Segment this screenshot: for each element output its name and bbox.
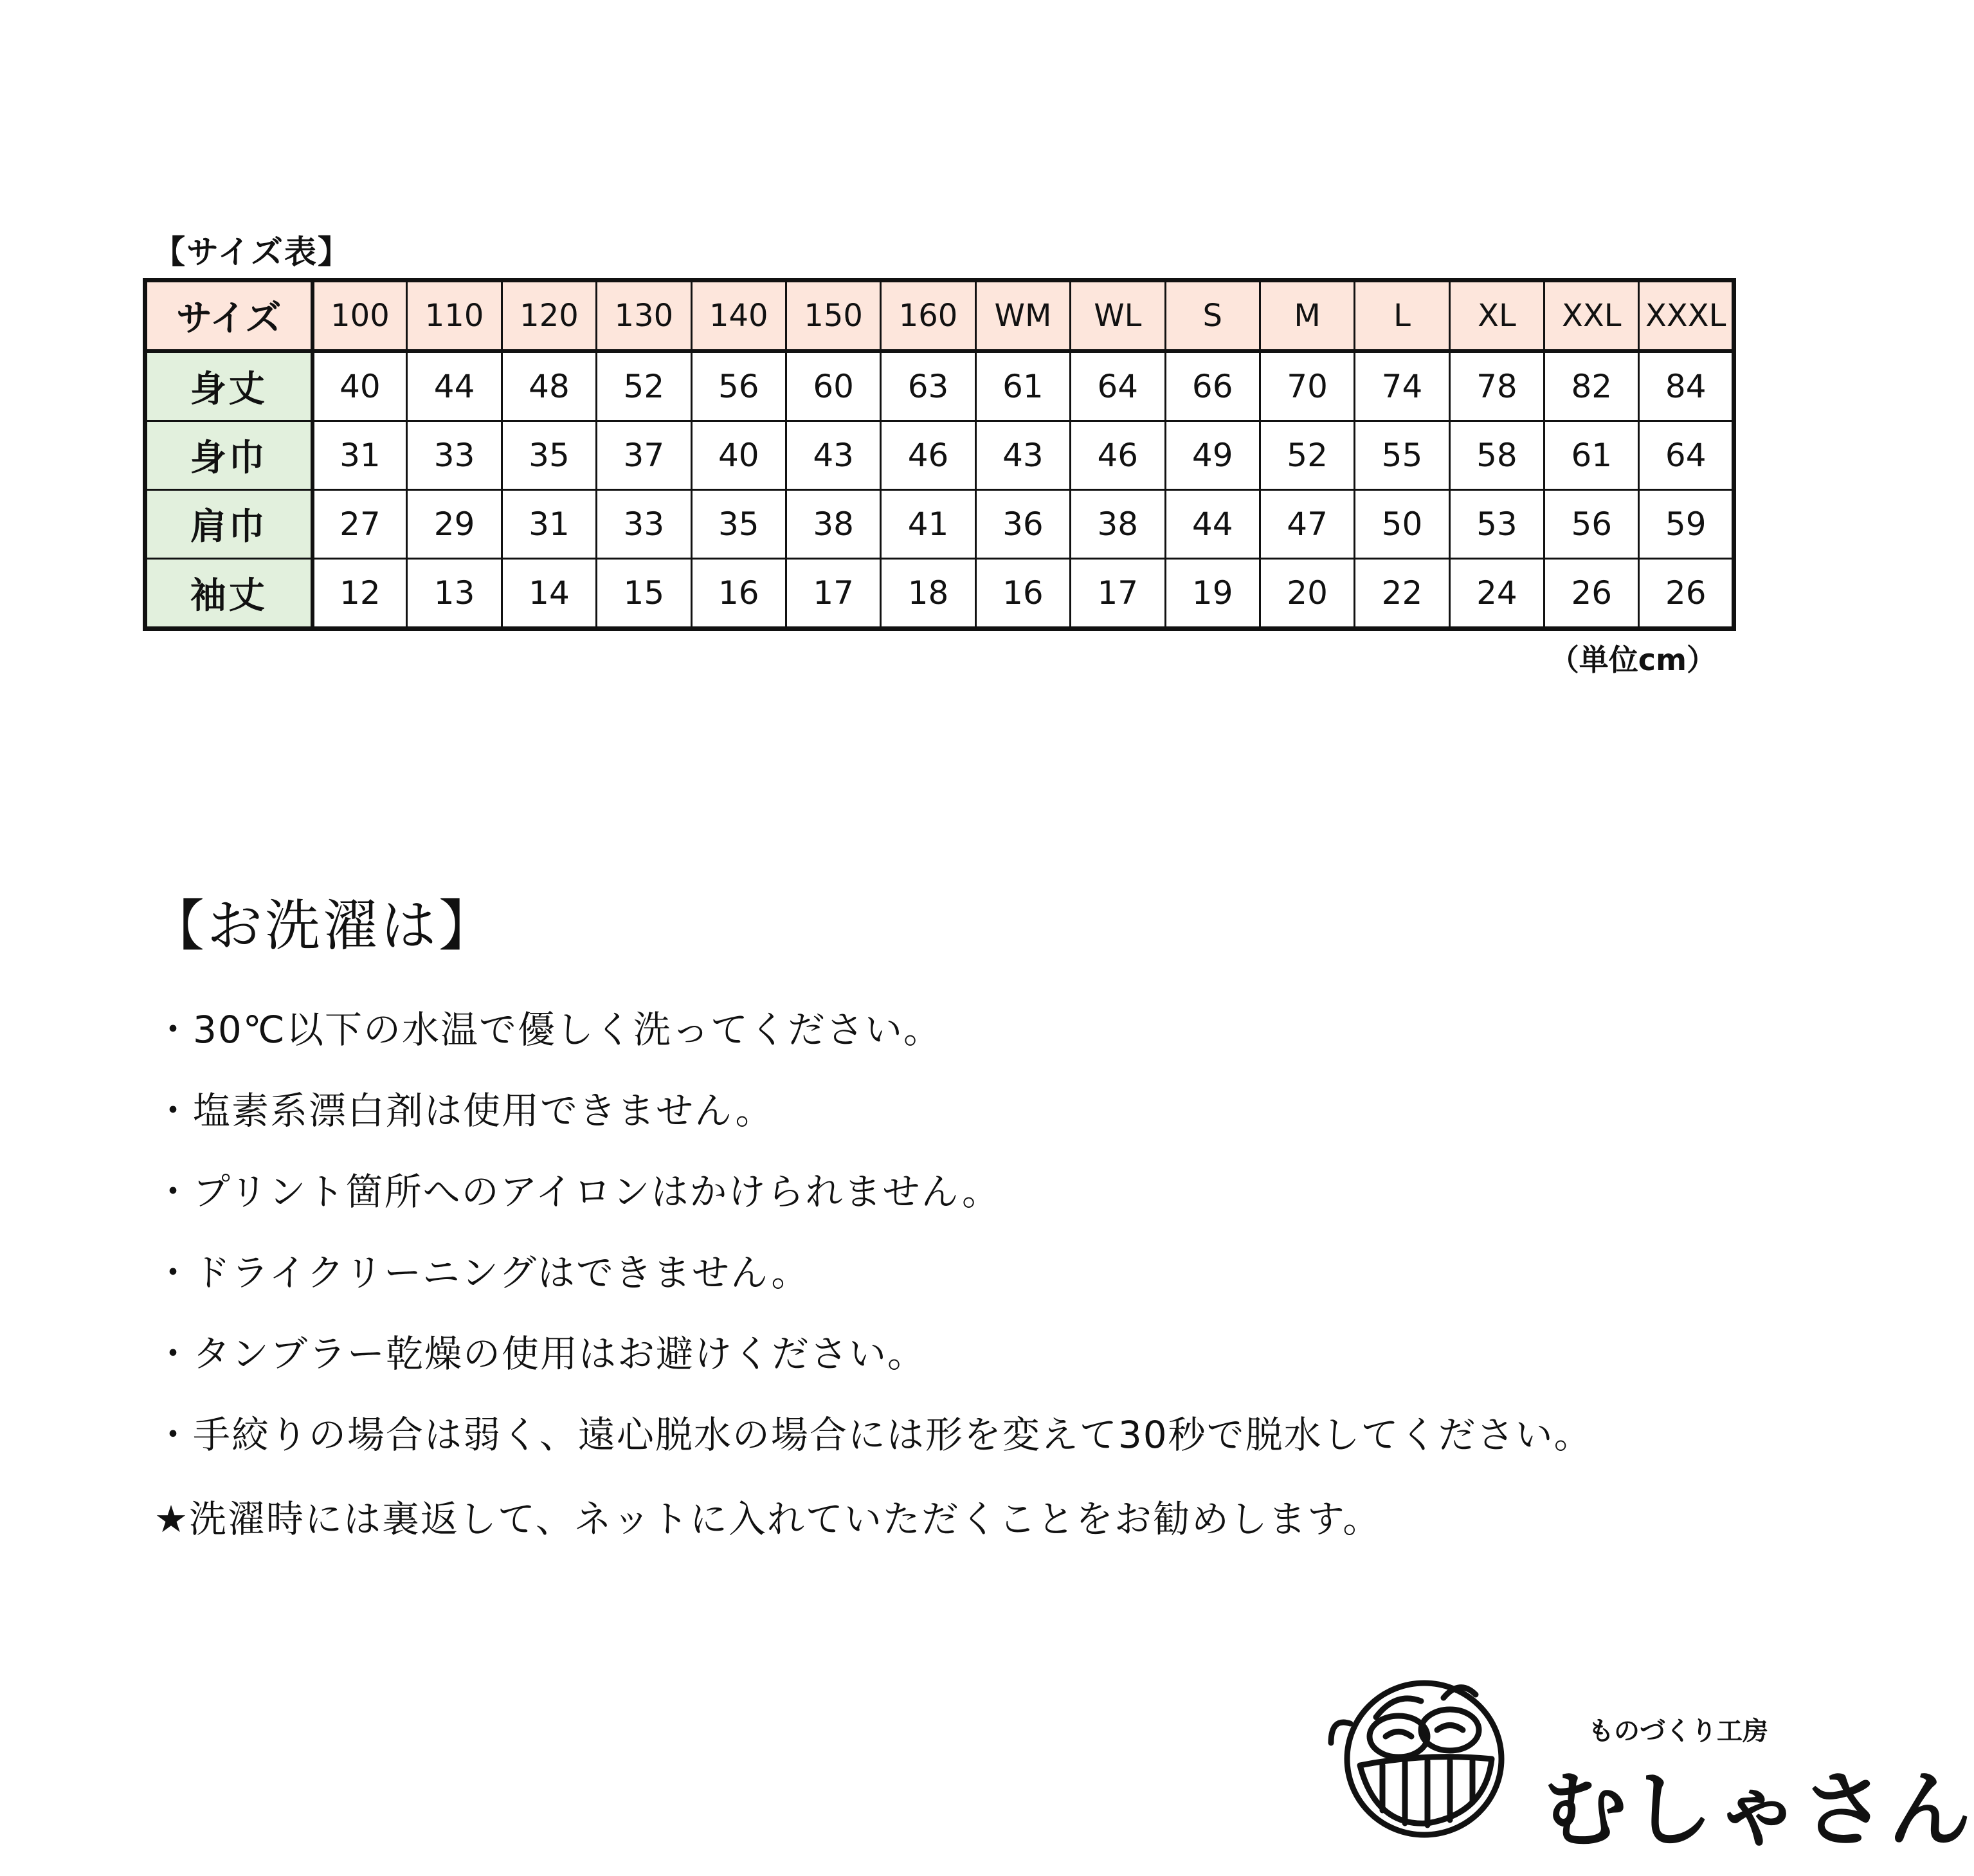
size-cell: 61 [975, 351, 1070, 421]
size-cell: 52 [1260, 421, 1354, 490]
size-cell: 70 [1260, 351, 1354, 421]
size-row-label: 肩巾 [145, 490, 312, 559]
size-row [145, 351, 1734, 421]
size-cell: 38 [786, 490, 880, 559]
size-cell: 27 [312, 490, 407, 559]
size-row [145, 490, 1734, 559]
size-cell: 40 [312, 351, 407, 421]
size-cell: 24 [1449, 559, 1544, 629]
size-cell: 29 [407, 490, 502, 559]
size-header-cell: S [1165, 280, 1260, 352]
size-cell: 58 [1449, 421, 1544, 490]
size-cell: 50 [1355, 490, 1449, 559]
size-cell: 43 [786, 421, 880, 490]
size-cell: 33 [597, 490, 691, 559]
washing-item: ・ドライクリーニングはできません。 [154, 1251, 810, 1295]
size-cell: 38 [1071, 490, 1165, 559]
size-row [145, 421, 1734, 490]
size-cell: 16 [975, 559, 1070, 629]
size-header-cell: 160 [881, 280, 975, 352]
size-header-label: サイズ [145, 280, 312, 352]
size-cell: 44 [1165, 490, 1260, 559]
size-header-cell: 100 [312, 280, 407, 352]
size-cell: 40 [691, 421, 786, 490]
size-cell: 37 [597, 421, 691, 490]
size-cell: 20 [1260, 559, 1354, 629]
size-cell: 46 [881, 421, 975, 490]
size-cell: 59 [1639, 490, 1734, 559]
size-cell: 12 [312, 559, 407, 629]
size-cell: 41 [881, 490, 975, 559]
size-cell: 26 [1544, 559, 1639, 629]
size-header-cell: L [1355, 280, 1449, 352]
size-cell: 33 [407, 421, 502, 490]
size-cell: 82 [1544, 351, 1639, 421]
size-cell: 78 [1449, 351, 1544, 421]
size-header-cell: 150 [786, 280, 880, 352]
size-header-cell: 130 [597, 280, 691, 352]
size-row-label: 身丈 [145, 351, 312, 421]
size-cell: 66 [1165, 351, 1260, 421]
washing-instructions [154, 1002, 1593, 1488]
washing-item: ・塩素系漂白剤は使用できません。 [154, 1089, 774, 1133]
size-cell: 46 [1071, 421, 1165, 490]
washing-item: ・タンブラー乾燥の使用はお避けください。 [154, 1332, 927, 1376]
size-cell: 55 [1355, 421, 1449, 490]
size-header-cell: XXL [1544, 280, 1639, 352]
size-cell: 19 [1165, 559, 1260, 629]
size-cell: 31 [312, 421, 407, 490]
size-cell: 49 [1165, 421, 1260, 490]
size-cell: 64 [1071, 351, 1165, 421]
size-header-cell: WM [975, 280, 1070, 352]
size-header-cell: 110 [407, 280, 502, 352]
size-cell: 84 [1639, 351, 1734, 421]
washing-note: ★洗濯時には裏返して、ネットに入れていただくことをお勧めします。 [154, 1497, 1382, 1541]
size-cell: 16 [691, 559, 786, 629]
logo-subtitle: ものづくり工房 [1588, 1717, 1768, 1746]
size-row [145, 559, 1734, 629]
size-cell: 35 [691, 490, 786, 559]
size-row-label: 袖丈 [145, 559, 312, 629]
size-cell: 47 [1260, 490, 1354, 559]
size-cell: 74 [1355, 351, 1449, 421]
washing-title: 【お洗濯は】 [149, 894, 496, 958]
size-cell: 48 [502, 351, 596, 421]
size-cell: 15 [597, 559, 691, 629]
size-header-cell: M [1260, 280, 1354, 352]
size-cell: 36 [975, 490, 1070, 559]
washing-item: ・手絞りの場合は弱く、遠心脱水の場合には形を変えて30秒で脱水してください。 [154, 1413, 1593, 1457]
size-header-cell: XXXL [1639, 280, 1734, 352]
size-cell: 60 [786, 351, 880, 421]
size-chart-title: 【サイズ表】 [153, 233, 351, 271]
size-header-cell: XL [1449, 280, 1544, 352]
size-cell: 13 [407, 559, 502, 629]
size-cell: 56 [1544, 490, 1639, 559]
size-cell: 44 [407, 351, 502, 421]
logo-name: むしゃさん [1543, 1761, 1974, 1859]
size-header-cell: 120 [502, 280, 596, 352]
size-cell: 18 [881, 559, 975, 629]
size-cell: 17 [786, 559, 880, 629]
size-cell: 64 [1639, 421, 1734, 490]
washing-item: ・プリント箇所へのアイロンはかけられません。 [154, 1170, 1001, 1214]
size-cell: 53 [1449, 490, 1544, 559]
size-cell: 35 [502, 421, 596, 490]
size-header-row [145, 280, 1734, 352]
size-row-label: 身巾 [145, 421, 312, 490]
washing-item: ・30℃以下の水温で優しく洗ってください。 [154, 1008, 942, 1052]
size-table [143, 278, 1736, 631]
size-header-cell: WL [1071, 280, 1165, 352]
size-cell: 52 [597, 351, 691, 421]
size-cell: 31 [502, 490, 596, 559]
size-cell: 56 [691, 351, 786, 421]
size-header-cell: 140 [691, 280, 786, 352]
size-cell: 22 [1355, 559, 1449, 629]
size-cell: 61 [1544, 421, 1639, 490]
size-cell: 17 [1071, 559, 1165, 629]
size-cell: 26 [1639, 559, 1734, 629]
size-cell: 43 [975, 421, 1070, 490]
size-cell: 63 [881, 351, 975, 421]
unit-label: （単位cm） [1549, 642, 1716, 677]
size-cell: 14 [502, 559, 596, 629]
